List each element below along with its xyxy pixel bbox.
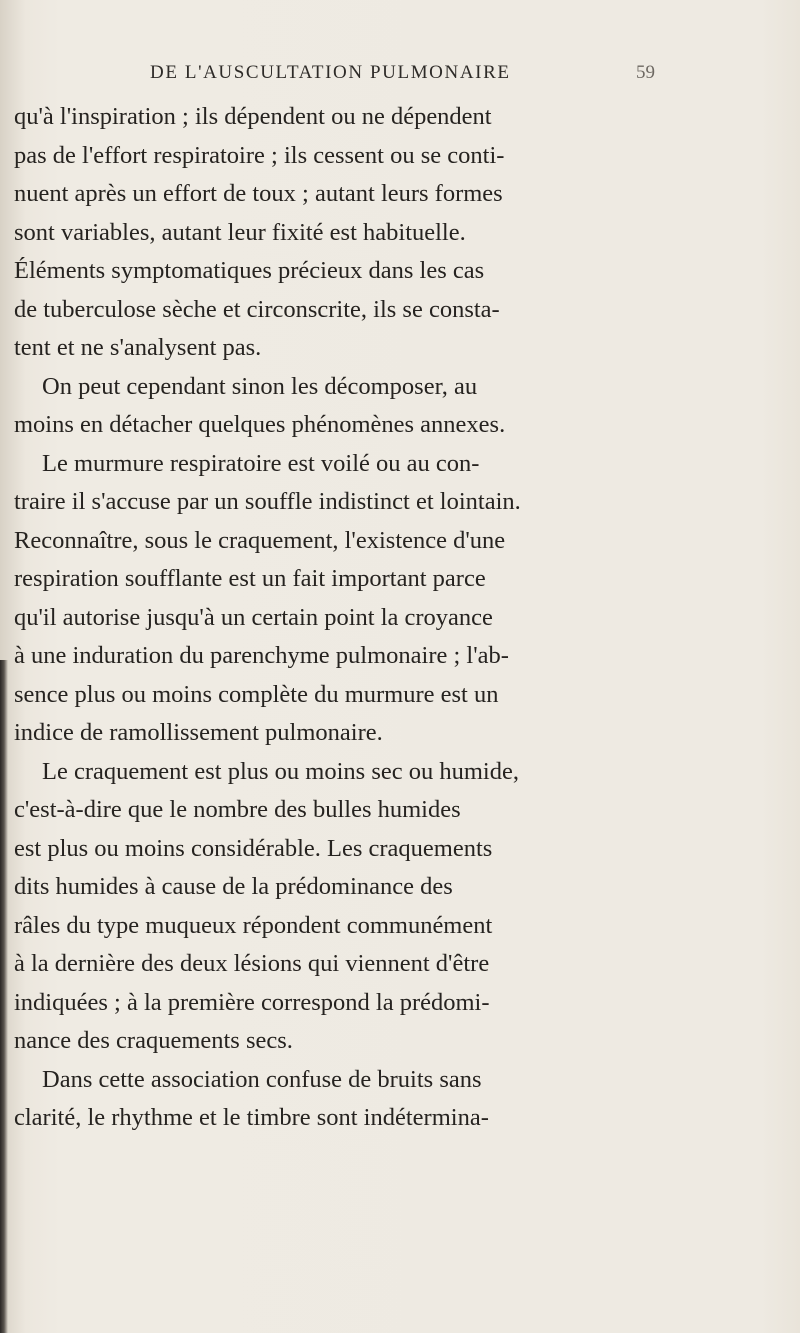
text-line: de tuberculose sèche et circonscrite, ils se consta- bbox=[14, 295, 500, 323]
binding-shadow bbox=[0, 660, 8, 1333]
text-line: clarité, le rhythme et le timbre sont indétermina- bbox=[14, 1104, 489, 1131]
text-line: qu'à l'inspiration ; ils dépendent ou ne dépendent bbox=[14, 103, 492, 130]
text-line: sont variables, autant leur fixité est habituelle. bbox=[14, 218, 466, 246]
text-line: Le craquement est plus ou moins sec ou humide, bbox=[42, 757, 519, 785]
text-line: Éléments symptomatiques précieux dans les cas bbox=[14, 257, 485, 284]
text-line: est plus ou moins considérable. Les craquements bbox=[14, 834, 493, 862]
text-line: à une induration du parenchyme pulmonaire ; l'ab- bbox=[14, 642, 509, 669]
text-line: On peut cependant sinon les décomposer, au bbox=[42, 372, 478, 400]
text-line: râles du type muqueux répondent communément bbox=[14, 911, 493, 939]
text-line: Le murmure respiratoire est voilé ou au con- bbox=[42, 449, 480, 477]
text-line: à la dernière des deux lésions qui viennent d'être bbox=[14, 950, 490, 977]
body-text bbox=[14, 98, 774, 1138]
text-line: nuent après un effort de toux ; autant leurs formes bbox=[14, 180, 503, 207]
text-line: dits humides à cause de la prédominance des bbox=[14, 873, 453, 900]
text-line: c'est-à-dire que le nombre des bulles humides bbox=[14, 796, 461, 823]
text-line: nance des craquements secs. bbox=[14, 1027, 293, 1054]
text-line: pas de l'effort respiratoire ; ils cessent ou se conti- bbox=[14, 141, 505, 169]
text-line: indice de ramollissement pulmonaire. bbox=[14, 719, 383, 746]
text-line: qu'il autorise jusqu'à un certain point la croyance bbox=[14, 603, 493, 631]
text-line: moins en détacher quelques phénomènes annexes. bbox=[14, 411, 506, 438]
text-line: Reconnaître, sous le craquement, l'existence d'une bbox=[14, 526, 506, 554]
text-line: Dans cette association confuse de bruits sans bbox=[42, 1065, 482, 1093]
running-title: DE L'AUSCULTATION PULMONAIRE bbox=[150, 62, 511, 83]
page-number: 59 bbox=[636, 62, 655, 83]
text-line: sence plus ou moins complète du murmure est un bbox=[14, 680, 499, 708]
text-line: respiration soufflante est un fait important parce bbox=[14, 565, 486, 592]
text-line: tent et ne s'analysent pas. bbox=[14, 334, 262, 361]
text-line: indiquées ; à la première correspond la prédomi- bbox=[14, 988, 490, 1016]
text-line: traire il s'accuse par un souffle indistinct et lointain. bbox=[14, 488, 521, 515]
